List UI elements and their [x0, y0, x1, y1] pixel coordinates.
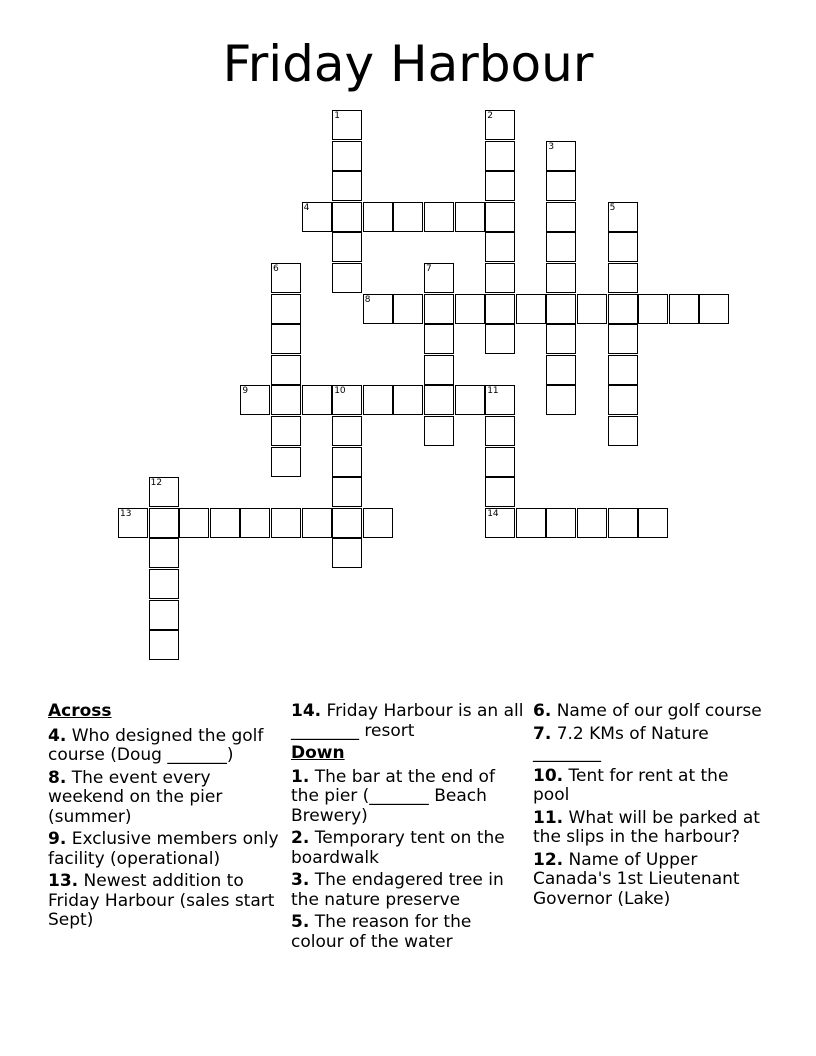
clue-down-6: 6. Name of our golf course	[533, 701, 762, 721]
puzzle-title: Friday Harbour	[222, 35, 594, 93]
cell-number: 6	[273, 264, 279, 274]
grid-cell[interactable]	[332, 416, 362, 446]
grid-cell[interactable]	[149, 477, 179, 507]
clue-column-3	[533, 702, 769, 912]
clue-down-10: 10. Tent for rent at the pool	[533, 765, 729, 805]
grid-cell[interactable]	[271, 324, 301, 354]
grid-cell[interactable]	[271, 355, 301, 385]
grid-cell[interactable]	[546, 294, 576, 324]
cell-number: 8	[364, 294, 371, 305]
grid-cell[interactable]	[455, 202, 485, 232]
grid-cell[interactable]	[638, 508, 668, 538]
across-heading: Across	[48, 701, 112, 721]
grid-cell[interactable]	[516, 294, 546, 324]
grid-cell[interactable]	[210, 508, 240, 538]
grid-cell[interactable]	[332, 171, 362, 201]
grid-cell[interactable]	[332, 477, 362, 507]
clue-down-3: 3. The endagered tree in the nature preserve	[291, 870, 504, 910]
clue-across-13: 13. Newest addition to Friday Harbour (sales start Sept)	[48, 871, 275, 930]
grid-cell[interactable]	[485, 416, 515, 446]
clue-across-8: 8. The event every weekend on the pier (summer)	[48, 767, 223, 827]
grid-cell[interactable]	[485, 508, 515, 538]
grid-cell[interactable]	[271, 263, 301, 293]
cell-number: 1	[334, 111, 340, 121]
grid-cell[interactable]	[240, 385, 270, 415]
grid-cell[interactable]	[669, 294, 699, 324]
grid-cell[interactable]	[271, 294, 301, 324]
grid-cell[interactable]	[699, 294, 729, 324]
grid-cell[interactable]	[608, 202, 638, 232]
grid-cell[interactable]	[332, 538, 362, 568]
grid-cell[interactable]	[485, 324, 515, 354]
grid-cell[interactable]	[485, 477, 515, 507]
grid-cell[interactable]	[271, 385, 301, 415]
grid-cell[interactable]	[608, 294, 638, 324]
grid-cell[interactable]	[363, 508, 393, 538]
grid-cell[interactable]	[577, 508, 607, 538]
clue-down-2: 2. Temporary tent on the boardwalk	[291, 828, 505, 868]
grid-cell[interactable]	[332, 232, 362, 262]
cell-number: 14	[487, 508, 499, 519]
cell-number: 12	[150, 478, 163, 489]
cell-number: 7	[426, 264, 432, 274]
grid-cell[interactable]	[546, 202, 576, 232]
grid-cell[interactable]	[149, 508, 179, 538]
cell-number: 5	[609, 202, 616, 213]
grid-cell[interactable]	[424, 355, 454, 385]
grid-cell[interactable]	[302, 508, 332, 538]
cell-number: 2	[487, 111, 493, 121]
grid-cell[interactable]	[179, 508, 209, 538]
grid-cell[interactable]	[363, 202, 393, 232]
grid-cell[interactable]	[302, 202, 332, 232]
grid-cell[interactable]	[608, 324, 638, 354]
grid-cell[interactable]	[302, 385, 332, 415]
grid-cell[interactable]	[546, 171, 576, 201]
grid-cell[interactable]	[424, 385, 454, 415]
grid-cell[interactable]	[455, 294, 485, 324]
grid-cell[interactable]	[332, 263, 362, 293]
grid-cell[interactable]	[546, 508, 576, 538]
clue-across-14: 14. Friday Harbour is an all ________ resort	[291, 701, 524, 741]
grid-cell[interactable]	[485, 110, 515, 140]
grid-cell[interactable]	[393, 294, 423, 324]
grid-cell[interactable]	[516, 508, 546, 538]
grid-cell[interactable]	[332, 508, 362, 538]
grid-cell[interactable]	[455, 385, 485, 415]
grid-cell[interactable]	[424, 202, 454, 232]
grid-cell[interactable]	[546, 355, 576, 385]
grid-cell[interactable]	[332, 385, 362, 415]
cell-number: 13	[120, 508, 132, 519]
grid-cell[interactable]	[332, 110, 362, 140]
cell-number: 11	[487, 386, 499, 397]
grid-cell[interactable]	[577, 294, 607, 324]
grid-cell[interactable]	[393, 202, 423, 232]
grid-cell[interactable]	[608, 416, 638, 446]
cell-number: 3	[548, 141, 555, 152]
cell-number: 4	[303, 202, 310, 213]
grid-cell[interactable]	[608, 232, 638, 262]
grid-cell[interactable]	[271, 416, 301, 446]
grid-cell[interactable]	[363, 385, 393, 415]
grid-cell[interactable]	[271, 447, 301, 477]
grid-cell[interactable]	[149, 630, 179, 660]
clue-down-7: 7. 7.2 KMs of Nature ________	[533, 723, 709, 763]
grid-cell[interactable]	[393, 385, 423, 415]
grid-cell[interactable]	[608, 263, 638, 293]
grid-cell[interactable]	[485, 447, 515, 477]
grid-cell[interactable]	[485, 141, 515, 171]
grid-cell[interactable]	[485, 263, 515, 293]
grid-cell[interactable]	[332, 447, 362, 477]
grid-cell[interactable]	[485, 232, 515, 262]
grid-cell[interactable]	[546, 141, 576, 171]
grid-cell[interactable]	[546, 385, 576, 415]
grid-cell[interactable]	[608, 508, 638, 538]
grid-cell[interactable]	[608, 355, 638, 385]
grid-cell[interactable]	[363, 294, 393, 324]
grid-cell[interactable]	[271, 508, 301, 538]
grid-cell[interactable]	[546, 324, 576, 354]
clue-across-9: 9. Exclusive members only facility (operational)	[48, 829, 279, 869]
grid-cell[interactable]	[149, 600, 179, 630]
clue-down-11: 11. What will be parked at the slips in the harbour?	[533, 807, 760, 847]
cell-number: 10	[334, 386, 346, 397]
grid-cell[interactable]	[546, 263, 576, 293]
grid-cell[interactable]	[424, 263, 454, 293]
grid-cell[interactable]	[149, 569, 179, 599]
clue-down-5: 5. The reason for the colour of the water	[291, 912, 472, 952]
grid-cell[interactable]	[424, 416, 454, 446]
grid-cell[interactable]	[240, 508, 270, 538]
cell-number: 9	[242, 386, 249, 397]
grid-cell[interactable]	[546, 232, 576, 262]
grid-cell[interactable]	[424, 294, 454, 324]
clue-down-1: 1. The bar at the end of the pier (_______ Beach Brewery)	[291, 766, 495, 826]
grid-cell[interactable]	[485, 385, 515, 415]
grid-cell[interactable]	[149, 538, 179, 568]
grid-cell[interactable]	[118, 508, 148, 538]
grid-cell[interactable]	[485, 294, 515, 324]
grid-cell[interactable]	[332, 202, 362, 232]
grid-cell[interactable]	[485, 171, 515, 201]
grid-cell[interactable]	[424, 324, 454, 354]
clue-column-2	[291, 702, 527, 955]
grid-cell[interactable]	[638, 294, 668, 324]
clue-down-12: 12. Name of Upper Canada's 1st Lieutenant Governor (Lake)	[533, 849, 740, 909]
clue-column-1	[48, 702, 284, 934]
down-heading: Down	[291, 743, 345, 763]
clue-across-4: 4. Who designed the golf course (Doug _______)	[48, 725, 264, 765]
grid-cell[interactable]	[485, 202, 515, 232]
grid-cell[interactable]	[332, 141, 362, 171]
grid-cell[interactable]	[608, 385, 638, 415]
